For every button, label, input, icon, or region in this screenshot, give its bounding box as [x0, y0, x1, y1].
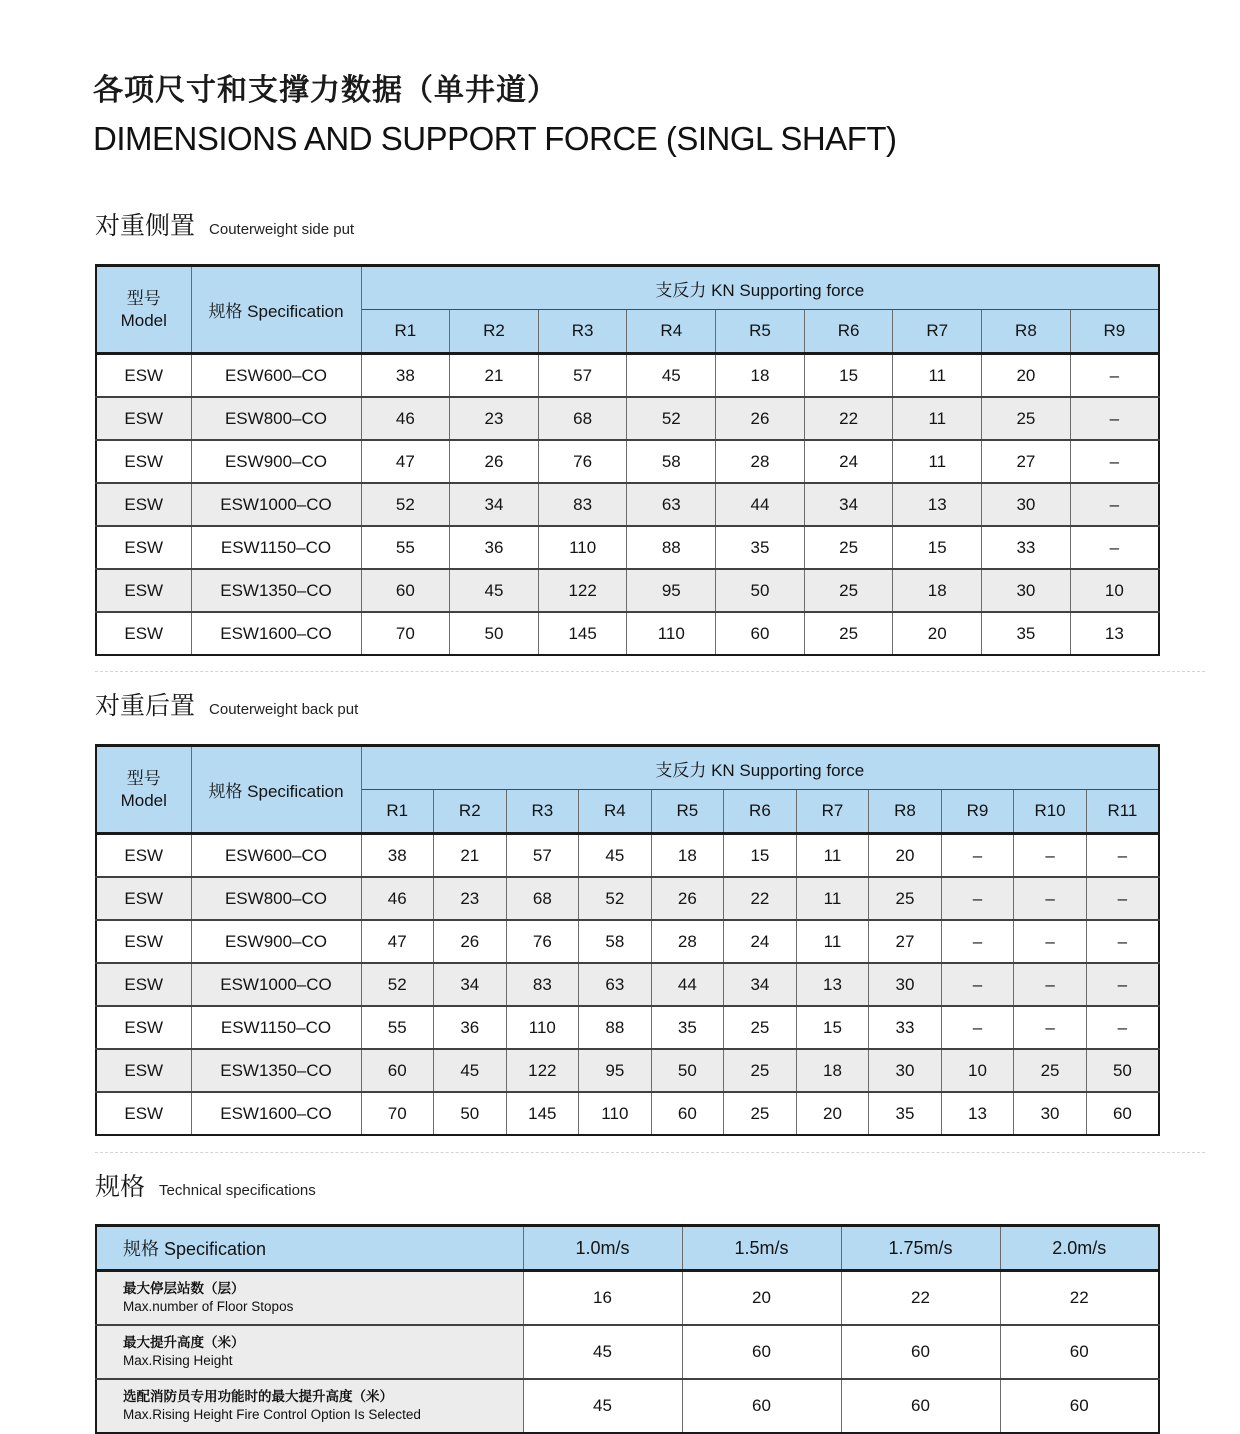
force-value-cell: 24 — [724, 920, 797, 963]
spec-value-cell: 45 — [523, 1325, 682, 1379]
force-value-cell: 25 — [724, 1092, 797, 1135]
table-body — [96, 354, 1159, 656]
section-heading-counterweight-side — [95, 214, 354, 239]
spec-cell: ESW1350–CO — [191, 1049, 361, 1092]
spec-value-cell: 60 — [1000, 1325, 1159, 1379]
force-value-cell: 44 — [651, 963, 724, 1006]
column-header-r2: R2 — [450, 310, 539, 354]
force-value-cell: 50 — [434, 1092, 507, 1135]
force-value-cell: 33 — [982, 526, 1071, 569]
force-value-cell: 145 — [506, 1092, 579, 1135]
model-cell: ESW — [96, 963, 191, 1006]
table-row — [96, 834, 1159, 878]
column-header-speed: 1.0m/s — [523, 1226, 682, 1271]
column-header-r3: R3 — [538, 310, 627, 354]
model-header-en: Model — [120, 310, 167, 330]
spec-value-cell: 22 — [1000, 1271, 1159, 1326]
force-value-cell: – — [1014, 963, 1087, 1006]
force-value-cell: 34 — [450, 483, 539, 526]
force-value-cell: 13 — [893, 483, 982, 526]
force-value-cell: 10 — [1070, 569, 1159, 612]
force-value-cell: 70 — [361, 612, 450, 655]
force-value-cell: 70 — [361, 1092, 434, 1135]
force-value-cell: 45 — [450, 569, 539, 612]
force-value-cell: 18 — [796, 1049, 869, 1092]
force-value-cell: 88 — [579, 1006, 652, 1049]
supporting-force-header: 支反力 KN Supporting force — [361, 746, 1159, 790]
column-header-r8: R8 — [982, 310, 1071, 354]
column-header-r11: R11 — [1086, 790, 1159, 834]
force-value-cell: 47 — [361, 440, 450, 483]
spec-label-cn: 最大提升高度（米） — [123, 1335, 245, 1351]
column-header-r6: R6 — [804, 310, 893, 354]
section-divider — [95, 1152, 1205, 1153]
force-value-cell: 63 — [579, 963, 652, 1006]
force-value-cell: – — [1014, 920, 1087, 963]
force-value-cell: 24 — [804, 440, 893, 483]
force-value-cell: 145 — [538, 612, 627, 655]
column-header-speed: 1.75m/s — [841, 1226, 1000, 1271]
table-row — [96, 483, 1159, 526]
force-value-cell: – — [1014, 877, 1087, 920]
force-value-cell: 15 — [804, 354, 893, 398]
force-value-cell: 34 — [724, 963, 797, 1006]
table-header-row — [96, 266, 1159, 310]
spec-label-cell — [96, 1271, 523, 1326]
column-header-r10: R10 — [1014, 790, 1087, 834]
spec-label-en: Max.Rising Height — [123, 1353, 233, 1369]
spec-cell: ESW800–CO — [191, 397, 361, 440]
force-value-cell: 57 — [506, 834, 579, 878]
spec-cell: ESW600–CO — [191, 354, 361, 398]
table-row — [96, 354, 1159, 398]
force-value-cell: 25 — [804, 612, 893, 655]
model-cell: ESW — [96, 569, 191, 612]
force-value-cell: 68 — [538, 397, 627, 440]
table-row — [96, 963, 1159, 1006]
column-header-r3: R3 — [506, 790, 579, 834]
force-value-cell: 25 — [804, 526, 893, 569]
force-value-cell: 45 — [434, 1049, 507, 1092]
spec-value-cell: 60 — [682, 1379, 841, 1433]
force-value-cell: 13 — [1070, 612, 1159, 655]
model-cell: ESW — [96, 834, 191, 878]
force-value-cell: 13 — [941, 1092, 1014, 1135]
spec-label-cell — [96, 1379, 523, 1433]
force-value-cell: 18 — [651, 834, 724, 878]
force-value-cell: 110 — [506, 1006, 579, 1049]
force-value-cell: 76 — [506, 920, 579, 963]
force-value-cell: 50 — [716, 569, 805, 612]
section-heading-cn: 对重后置 — [95, 692, 196, 720]
force-value-cell: 11 — [796, 834, 869, 878]
force-value-cell: 76 — [538, 440, 627, 483]
force-value-cell: – — [941, 963, 1014, 1006]
force-value-cell: 22 — [724, 877, 797, 920]
spec-label-en: Max.Rising Height Fire Control Option Is Selected — [123, 1407, 421, 1423]
model-cell: ESW — [96, 397, 191, 440]
force-value-cell: 25 — [724, 1049, 797, 1092]
spec-cell: ESW1150–CO — [191, 526, 361, 569]
section-divider — [95, 671, 1205, 672]
column-header-r1: R1 — [361, 790, 434, 834]
table-row — [96, 612, 1159, 655]
force-value-cell: 30 — [982, 483, 1071, 526]
table-header-row — [96, 1226, 1159, 1271]
model-header-cn: 型号 — [126, 769, 161, 789]
model-cell: ESW — [96, 526, 191, 569]
spec-label-cell — [96, 1325, 523, 1379]
page-title-cn: 各项尺寸和支撑力数据（单井道） — [93, 74, 558, 107]
spec-cell: ESW600–CO — [191, 834, 361, 878]
force-value-cell: 38 — [361, 834, 434, 878]
spec-cell: ESW1600–CO — [191, 612, 361, 655]
column-header-r1: R1 — [361, 310, 450, 354]
table-header-row — [96, 746, 1159, 790]
column-header-r9: R9 — [1070, 310, 1159, 354]
spec-label-cn: 最大停层站数（层） — [123, 1281, 245, 1297]
table-body — [96, 834, 1159, 1136]
force-value-cell: – — [1014, 1006, 1087, 1049]
spec-cell: ESW900–CO — [191, 920, 361, 963]
force-value-cell: 22 — [804, 397, 893, 440]
model-cell: ESW — [96, 877, 191, 920]
force-value-cell: 35 — [716, 526, 805, 569]
section-heading-counterweight-back — [95, 694, 358, 719]
spec-value-cell: 22 — [841, 1271, 1000, 1326]
model-cell: ESW — [96, 1006, 191, 1049]
column-header-specification: 规格 Specification — [191, 266, 361, 354]
spec-cell: ESW1350–CO — [191, 569, 361, 612]
force-value-cell: 60 — [361, 1049, 434, 1092]
force-value-cell: 25 — [1014, 1049, 1087, 1092]
force-value-cell: 30 — [1014, 1092, 1087, 1135]
force-value-cell: 60 — [1086, 1092, 1159, 1135]
table-row — [96, 526, 1159, 569]
force-value-cell: 26 — [450, 440, 539, 483]
section-heading-en: Couterweight side put — [209, 221, 355, 238]
column-header-r4: R4 — [579, 790, 652, 834]
column-header-speed: 2.0m/s — [1000, 1226, 1159, 1271]
force-value-cell: 18 — [893, 569, 982, 612]
force-value-cell: – — [1014, 834, 1087, 878]
force-value-cell: – — [941, 1006, 1014, 1049]
column-header-specification: 规格 Specification — [96, 1226, 523, 1271]
page-title-en: DIMENSIONS AND SUPPORT FORCE (SINGL SHAFT) — [93, 120, 897, 157]
force-value-cell: 21 — [450, 354, 539, 398]
table-row — [96, 920, 1159, 963]
model-cell: ESW — [96, 920, 191, 963]
spec-label-en: Max.number of Floor Stopos — [123, 1299, 294, 1315]
column-header-r6: R6 — [724, 790, 797, 834]
force-value-cell: 83 — [506, 963, 579, 1006]
force-value-cell: 11 — [796, 920, 869, 963]
force-value-cell: 52 — [361, 963, 434, 1006]
force-value-cell: 44 — [716, 483, 805, 526]
column-header-r7: R7 — [893, 310, 982, 354]
force-value-cell: 95 — [627, 569, 716, 612]
force-value-cell: 122 — [506, 1049, 579, 1092]
force-value-cell: 60 — [651, 1092, 724, 1135]
column-header-specification: 规格 Specification — [191, 746, 361, 834]
force-value-cell: 11 — [893, 440, 982, 483]
spec-cell: ESW900–CO — [191, 440, 361, 483]
force-value-cell: 34 — [804, 483, 893, 526]
force-value-cell: 57 — [538, 354, 627, 398]
force-value-cell: – — [1086, 877, 1159, 920]
model-header-cn: 型号 — [126, 289, 161, 309]
model-cell: ESW — [96, 483, 191, 526]
force-value-cell: 11 — [893, 397, 982, 440]
section-heading-cn: 规格 — [95, 1173, 146, 1201]
force-value-cell: 20 — [982, 354, 1071, 398]
force-value-cell: 52 — [361, 483, 450, 526]
table-row — [96, 569, 1159, 612]
force-value-cell: 30 — [982, 569, 1071, 612]
force-value-cell: 25 — [724, 1006, 797, 1049]
model-cell: ESW — [96, 354, 191, 398]
force-value-cell: 28 — [716, 440, 805, 483]
table-row — [96, 1379, 1159, 1433]
column-header-model — [96, 746, 191, 834]
force-value-cell: 45 — [627, 354, 716, 398]
column-header-r5: R5 — [716, 310, 805, 354]
force-value-cell: 13 — [796, 963, 869, 1006]
force-value-cell: 30 — [869, 1049, 942, 1092]
force-value-cell: 27 — [982, 440, 1071, 483]
force-value-cell: 110 — [538, 526, 627, 569]
force-value-cell: – — [1070, 483, 1159, 526]
force-value-cell: 122 — [538, 569, 627, 612]
force-value-cell: 27 — [869, 920, 942, 963]
force-value-cell: 25 — [804, 569, 893, 612]
force-value-cell: 11 — [796, 877, 869, 920]
force-value-cell: 110 — [579, 1092, 652, 1135]
force-value-cell: 23 — [434, 877, 507, 920]
column-header-speed: 1.5m/s — [682, 1226, 841, 1271]
table-row — [96, 397, 1159, 440]
supporting-force-header: 支反力 KN Supporting force — [361, 266, 1159, 310]
force-value-cell: 30 — [869, 963, 942, 1006]
force-value-cell: – — [941, 920, 1014, 963]
force-value-cell: 21 — [434, 834, 507, 878]
table-row — [96, 1271, 1159, 1326]
force-value-cell: 26 — [716, 397, 805, 440]
section-heading-en: Couterweight back put — [209, 701, 359, 718]
model-cell: ESW — [96, 612, 191, 655]
force-value-cell: 63 — [627, 483, 716, 526]
force-value-cell: – — [1070, 397, 1159, 440]
force-value-cell: 58 — [579, 920, 652, 963]
force-value-cell: 110 — [627, 612, 716, 655]
force-value-cell: 68 — [506, 877, 579, 920]
model-cell: ESW — [96, 1049, 191, 1092]
table-row — [96, 1006, 1159, 1049]
force-value-cell: 28 — [651, 920, 724, 963]
table-row — [96, 1049, 1159, 1092]
force-value-cell: 50 — [450, 612, 539, 655]
column-header-r2: R2 — [434, 790, 507, 834]
force-value-cell: 25 — [869, 877, 942, 920]
table-row — [96, 877, 1159, 920]
spec-value-cell: 60 — [682, 1325, 841, 1379]
force-value-cell: 35 — [869, 1092, 942, 1135]
spec-cell: ESW1150–CO — [191, 1006, 361, 1049]
force-value-cell: 50 — [651, 1049, 724, 1092]
model-cell: ESW — [96, 440, 191, 483]
technical-specifications-table — [95, 1224, 1160, 1434]
force-value-cell: 58 — [627, 440, 716, 483]
force-value-cell: 52 — [579, 877, 652, 920]
spec-value-cell: 60 — [1000, 1379, 1159, 1433]
force-value-cell: – — [941, 877, 1014, 920]
force-value-cell: 25 — [982, 397, 1071, 440]
force-value-cell: 26 — [651, 877, 724, 920]
column-header-r8: R8 — [869, 790, 942, 834]
force-value-cell: 15 — [893, 526, 982, 569]
force-value-cell: 36 — [450, 526, 539, 569]
spec-value-cell: 45 — [523, 1379, 682, 1433]
force-value-cell: 38 — [361, 354, 450, 398]
spec-cell: ESW1000–CO — [191, 963, 361, 1006]
force-value-cell: 55 — [361, 1006, 434, 1049]
force-value-cell: 95 — [579, 1049, 652, 1092]
column-header-r7: R7 — [796, 790, 869, 834]
force-value-cell: – — [1086, 920, 1159, 963]
force-value-cell: 36 — [434, 1006, 507, 1049]
force-value-cell: 60 — [361, 569, 450, 612]
spec-value-cell: 60 — [841, 1379, 1000, 1433]
force-value-cell: – — [1086, 1006, 1159, 1049]
force-value-cell: 50 — [1086, 1049, 1159, 1092]
force-value-cell: 20 — [893, 612, 982, 655]
force-value-cell: 46 — [361, 397, 450, 440]
force-value-cell: – — [1086, 963, 1159, 1006]
force-value-cell: 35 — [982, 612, 1071, 655]
force-value-cell: 15 — [796, 1006, 869, 1049]
counterweight-back-table — [95, 744, 1160, 1136]
force-value-cell: 45 — [579, 834, 652, 878]
force-value-cell: 23 — [450, 397, 539, 440]
force-value-cell: 46 — [361, 877, 434, 920]
spec-cell: ESW1600–CO — [191, 1092, 361, 1135]
table-row — [96, 440, 1159, 483]
table-row — [96, 1092, 1159, 1135]
table-row — [96, 1325, 1159, 1379]
force-value-cell: – — [1086, 834, 1159, 878]
force-value-cell: – — [1070, 526, 1159, 569]
spec-label-cn: 选配消防员专用功能时的最大提升高度（米） — [123, 1389, 393, 1405]
force-value-cell: 20 — [796, 1092, 869, 1135]
force-value-cell: 20 — [869, 834, 942, 878]
force-value-cell: – — [1070, 354, 1159, 398]
force-value-cell: 15 — [724, 834, 797, 878]
force-value-cell: 52 — [627, 397, 716, 440]
column-header-r4: R4 — [627, 310, 716, 354]
section-heading-cn: 对重侧置 — [95, 212, 196, 240]
force-value-cell: 10 — [941, 1049, 1014, 1092]
model-header-en: Model — [120, 790, 167, 810]
section-heading-specifications — [95, 1175, 316, 1200]
force-value-cell: 83 — [538, 483, 627, 526]
model-cell: ESW — [96, 1092, 191, 1135]
spec-value-cell: 60 — [841, 1325, 1000, 1379]
force-value-cell: 55 — [361, 526, 450, 569]
spec-value-cell: 20 — [682, 1271, 841, 1326]
force-value-cell: 35 — [651, 1006, 724, 1049]
spec-cell: ESW800–CO — [191, 877, 361, 920]
force-value-cell: 47 — [361, 920, 434, 963]
section-heading-en: Technical specifications — [159, 1182, 316, 1199]
force-value-cell: – — [941, 834, 1014, 878]
spec-value-cell: 16 — [523, 1271, 682, 1326]
column-header-model — [96, 266, 191, 354]
force-value-cell: 26 — [434, 920, 507, 963]
column-header-r9: R9 — [941, 790, 1014, 834]
force-value-cell: 34 — [434, 963, 507, 1006]
force-value-cell: 18 — [716, 354, 805, 398]
force-value-cell: – — [1070, 440, 1159, 483]
counterweight-side-table — [95, 264, 1160, 656]
table-body — [96, 1271, 1159, 1434]
column-header-r5: R5 — [651, 790, 724, 834]
spec-cell: ESW1000–CO — [191, 483, 361, 526]
force-value-cell: 11 — [893, 354, 982, 398]
force-value-cell: 33 — [869, 1006, 942, 1049]
force-value-cell: 88 — [627, 526, 716, 569]
force-value-cell: 60 — [716, 612, 805, 655]
